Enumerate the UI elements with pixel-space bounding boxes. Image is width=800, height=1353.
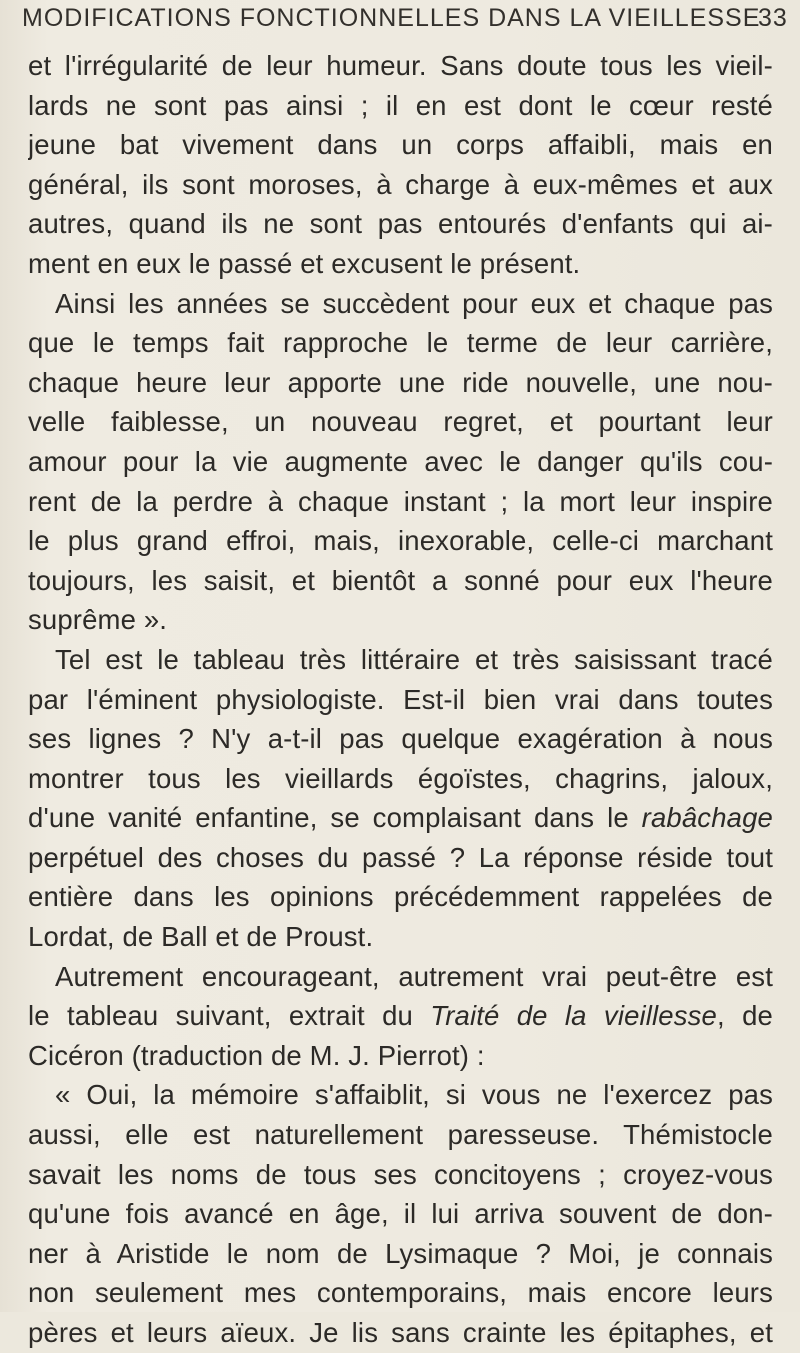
text-line: que le temps fait rapproche le terme de leur carrière, — [28, 327, 773, 359]
text-line: autres, quand ils ne sont pas entourés d'enfants qui ai- — [28, 208, 773, 240]
text-line: entière dans les opinions précédemment rappelées de — [28, 881, 773, 913]
text-line: velle faiblesse, un nouveau regret, et pourtant leur — [28, 406, 773, 438]
text-line: chaque heure leur apporte une ride nouvelle, une nou- — [28, 366, 773, 398]
text-line: rent de la perdre à chaque instant ; la mort leur inspire — [28, 485, 773, 517]
line-text: d'une vanité enfantine, se complaisant dans le — [28, 802, 642, 834]
line-text: le tableau suivant, extrait du — [28, 1000, 431, 1032]
text-line: qu'une fois avancé en âge, il lui arriva souvent de don- — [28, 1198, 773, 1230]
text-line: montrer tous les vieillards égoïstes, chagrins, jaloux, — [28, 762, 773, 794]
text-line: ner à Aristide le nom de Lysimaque ? Moi, je connais — [28, 1237, 773, 1269]
text-line: perpétuel des choses du passé ? La réponse réside tout — [28, 841, 773, 873]
quote-start-line: « Oui, la mémoire s'affaiblit, si vous ne l'exercez pas — [55, 1079, 773, 1111]
running-header — [22, 4, 792, 44]
text-line: général, ils sont moroses, à charge à eux-mêmes et aux — [28, 168, 773, 200]
text-line: non seulement mes contemporains, mais encore leurs — [28, 1277, 773, 1309]
running-title: MODIFICATIONS FONCTIONNELLES DANS LA VIEILLESSE — [22, 4, 761, 32]
paragraph-start-line: Tel est le tableau très littéraire et très saisissant tracé — [55, 643, 773, 675]
paragraph-start-line: Ainsi les années se succèdent pour eux et chaque pas — [55, 287, 773, 319]
line-text: , de — [717, 1000, 773, 1032]
text-line — [28, 798, 773, 838]
text-line: aussi, elle est naturellement paresseuse. Thémistocle — [28, 1119, 773, 1151]
text-line: par l'éminent physiologiste. Est-il bien vrai dans toutes — [28, 683, 773, 715]
text-line: savait les noms de tous ses concitoyens ; croyez-vous — [28, 1158, 773, 1190]
text-line: toujours, les saisit, et bientôt a sonné pour eux l'heure — [28, 564, 773, 596]
text-line: amour pour la vie augmente avec le danger qu'ils cou- — [28, 445, 773, 477]
body-text — [28, 46, 773, 1353]
text-line: ses lignes ? N'y a-t-il pas quelque exagération à nous — [28, 723, 773, 755]
text-line: lards ne sont pas ainsi ; il en est dont le cœur resté — [28, 89, 773, 121]
paragraph-start-line: Autrement encourageant, autrement vrai peut-être est — [55, 960, 773, 992]
text-line: jeune bat vivement dans un corps affaibli, mais en — [28, 129, 773, 161]
text-line: le plus grand effroi, mais, inexorable, celle-ci marchant — [28, 525, 773, 557]
text-line: et l'irrégularité de leur humeur. Sans doute tous les vieil- — [28, 50, 773, 81]
italic-book-title: Traité de la vieillesse — [430, 1000, 717, 1032]
paragraph-end-line: Cicéron (traduction de M. J. Pierrot) : — [28, 1039, 485, 1071]
page-number: 33 — [758, 4, 788, 32]
text-line: pères et leurs aïeux. Je lis sans crainte les épitaphes, et — [28, 1317, 773, 1348]
italic-term: rabâchage — [641, 802, 773, 834]
paragraph-end-line: Lordat, de Ball et de Proust. — [28, 921, 374, 953]
paragraph-end-line: ment en eux le passé et excusent le présent. — [28, 247, 581, 279]
paragraph-end-line: suprême ». — [28, 604, 168, 636]
text-line — [28, 996, 773, 1036]
